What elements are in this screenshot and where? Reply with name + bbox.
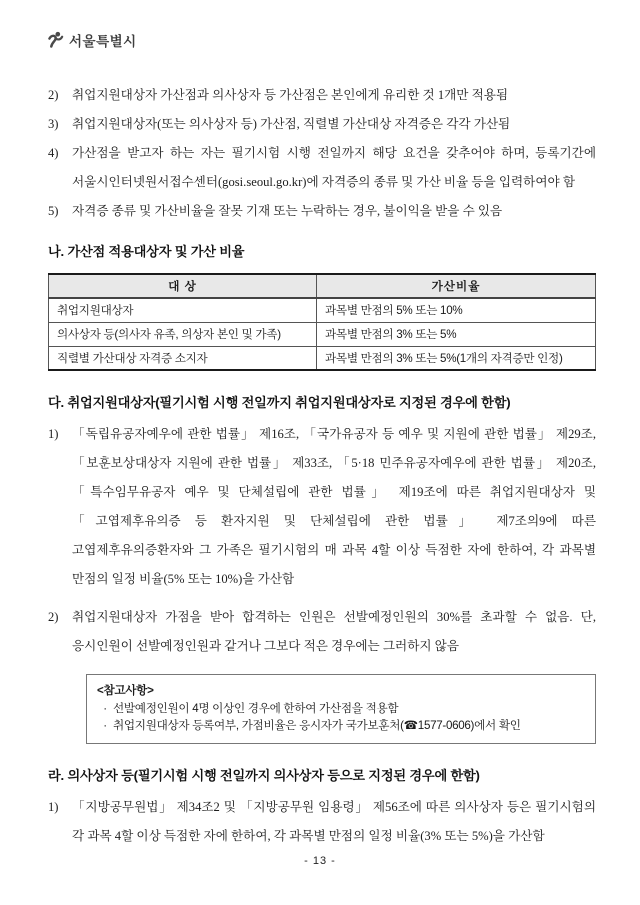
document-body (48, 81, 596, 851)
item-text: 가산점을 받고자 하는 자는 필기시험 시행 전일까지 해당 요건을 갖추어야 하며, 등록기간에 서울시인터넷원서접수센터(gosi.seoul.go.kr)에 자격증의 종류 및 가산 비율 등을 입력하여야 함 (72, 146, 596, 189)
document-header (48, 30, 137, 50)
section-heading-ra: 라. 의사상자 등(필기시험 시행 전일까지 의사상자 등으로 지정된 경우에 한함) (48, 767, 480, 783)
table-header-target: 대 상 (49, 274, 317, 298)
item-text: 취업지원대상자 가산점과 의사상자 등 가산점은 본인에게 유리한 것 1개만 적용됨 (72, 88, 509, 102)
table-cell-target: 취업지원대상자 (49, 298, 317, 322)
item-number: 2) (48, 88, 59, 102)
bullet-dot-icon: · (103, 701, 107, 715)
table-header-rate: 가산비율 (317, 274, 596, 298)
note-bullet-2 (97, 717, 585, 735)
item-number: 5) (48, 204, 59, 218)
intro-item-2 (48, 81, 596, 110)
table-row (49, 346, 596, 370)
intro-item-4 (48, 139, 596, 197)
ra-item-1 (48, 793, 596, 851)
item-number: 2) (48, 610, 59, 624)
item-number: 1) (48, 799, 59, 814)
note-bullet-text: 취업지원대상자 등록여부, 가점비율은 응시자가 국가보훈처(☎1577-0606)에서 확인 (113, 719, 521, 732)
item-text: 자격증 종류 및 가산비율을 잘못 기재 또는 누락하는 경우, 불이익을 받을 수 있음 (72, 204, 503, 218)
bullet-dot-icon: · (103, 719, 107, 732)
intro-item-5 (48, 197, 596, 226)
table-cell-rate: 과목별 만점의 5% 또는 10% (317, 298, 596, 322)
intro-item-3 (48, 110, 596, 139)
table-cell-target: 의사상자 등(의사자 유족, 의상자 본인 및 가족) (49, 322, 317, 346)
da-item-2 (48, 603, 596, 661)
bonus-rate-table (48, 273, 596, 371)
section-heading-na: 나. 가산점 적용대상자 및 가산 비율 (48, 244, 245, 259)
item-number: 1) (48, 427, 59, 441)
note-box-title: <참고사항> (97, 684, 154, 697)
table-header-row (49, 274, 596, 298)
note-bullet-text: 선발예정인원이 4명 이상인 경우에 한하여 가산점을 적용함 (113, 701, 399, 715)
item-text: 취업지원대상자(또는 의사상자 등) 가산점, 직렬별 가산대상 자격증은 각각 가산됨 (72, 117, 511, 131)
item-text: 취업지원대상자 가점을 받아 합격하는 인원은 선발예정인원의 30%를 초과할 수 없음. 단, 응시인원이 선발예정인원과 같거나 그보다 적은 경우에는 그러하지 않음 (72, 610, 596, 653)
page-number: - 13 - (304, 855, 336, 867)
table-cell-target: 직렬별 가산대상 자격증 소지자 (49, 346, 317, 370)
table-cell-rate: 과목별 만점의 3% 또는 5%(1개의 자격증만 인정) (317, 346, 596, 370)
da-item-1 (48, 420, 596, 594)
item-text: 「지방공무원법」 제34조2 및 「지방공무원 임용령」 제56조에 따른 의사상자 등은 필기시험의 각 과목 4할 이상 득점한 자에 한하여, 각 과목별 만점의 일정 비율(3% 또는 5%)을 가산함 (72, 799, 596, 843)
reference-note-box (86, 674, 596, 744)
item-number: 4) (48, 146, 59, 160)
item-text: 「독립유공자예우에 관한 법률」 제16조, 「국가유공자 등 예우 및 지원에 관한 법률」 제29조, 「보훈보상대상자 지원에 관한 법률」 제33조, 「5·18 민주유공자예우에 관한 법률」 제20조, 「특수임무유공자 예우 및 단체설립에 관한 법률」 제19조에 따른 취업지원대상자 및 「고엽제후유의증 등 환자지원 및 단체설립에 관한 법률」 제7조의9에 따른 고엽제후유의증환자와 그 가족은 필기시험의 매 과목 4할 이상 득점한 자에 한하여, 각 과목별 만점의 일정 비율(5% 또는 10%)을 가산함 (72, 427, 596, 586)
item-number: 3) (48, 117, 59, 131)
table-row (49, 322, 596, 346)
seoul-logo-text: 서울특별시 (69, 34, 137, 49)
section-heading-da: 다. 취업지원대상자(필기시험 시행 전일까지 취업지원대상자로 지정된 경우에 한함) (48, 395, 511, 410)
table-row (49, 298, 596, 322)
table-cell-rate: 과목별 만점의 3% 또는 5% (317, 322, 596, 346)
seoul-city-logo-icon (48, 31, 64, 49)
note-bullet-1 (97, 700, 585, 718)
